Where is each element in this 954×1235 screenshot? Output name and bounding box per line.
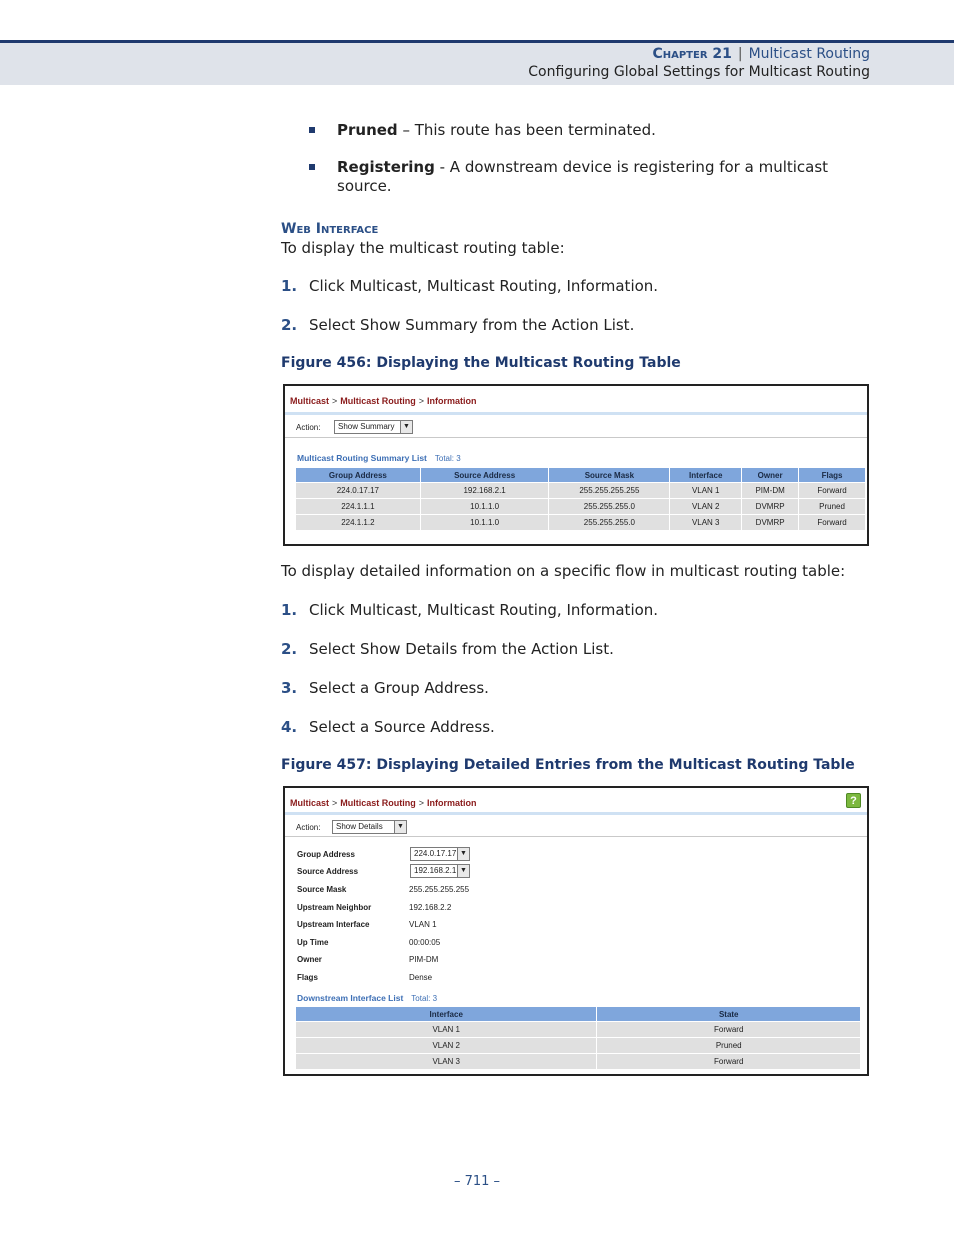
group-address-value: 224.0.17.17	[414, 849, 457, 858]
bullet-term: Pruned	[337, 121, 398, 139]
action-select-value: Show Details	[336, 822, 383, 831]
breadcrumb-separator: >	[332, 396, 338, 406]
table-row	[296, 1038, 861, 1054]
breadcrumb	[290, 798, 477, 808]
detail-label: Upstream Interface	[297, 920, 370, 929]
detail-label: Flags	[297, 973, 318, 982]
breadcrumb	[290, 396, 477, 406]
detail-value: 255.255.255.255	[409, 885, 470, 894]
detail-value: Dense	[409, 973, 433, 982]
action-select[interactable]	[334, 420, 413, 434]
action-label: Action:	[296, 423, 321, 432]
col-group-address: Group Address	[296, 468, 421, 483]
step-number: 4.	[281, 718, 298, 736]
bullet-pruned	[337, 121, 656, 140]
step-number: 3.	[281, 679, 298, 697]
step-text: Select a Source Address.	[309, 718, 495, 736]
step-text: Click Multicast, Multicast Routing, Information.	[309, 277, 659, 295]
col-flags: Flags	[799, 468, 866, 483]
detail-label: Source Mask	[297, 885, 347, 894]
breadcrumb-multicast-routing[interactable]: Multicast Routing	[340, 396, 416, 406]
divider	[285, 437, 867, 438]
cell: Forward	[799, 515, 866, 531]
cell: VLAN 1	[296, 1022, 597, 1038]
bullet-marker	[309, 164, 315, 170]
cell: Pruned	[799, 499, 866, 515]
header-separator: |	[737, 46, 743, 62]
figure-456-screenshot	[283, 384, 869, 546]
chevron-down-icon[interactable]: ▼	[400, 421, 412, 433]
bullet-text: – This route has been terminated.	[397, 121, 656, 139]
detail-value: VLAN 1	[409, 920, 437, 929]
breadcrumb-multicast-routing[interactable]: Multicast Routing	[340, 798, 416, 808]
breadcrumb-information[interactable]: Information	[427, 396, 477, 406]
cell: 10.1.1.0	[420, 515, 549, 531]
chevron-down-icon[interactable]: ▼	[457, 865, 469, 877]
group-address-label: Group Address	[297, 850, 355, 859]
step-number: 1.	[281, 601, 298, 619]
source-address-value: 192.168.2.1	[414, 866, 457, 875]
breadcrumb-multicast[interactable]: Multicast	[290, 396, 330, 406]
list-total: Total: 3	[411, 994, 438, 1003]
bullet-text-cont: source.	[337, 177, 392, 195]
detail-label: Up Time	[297, 938, 329, 947]
detail-value: 192.168.2.2	[409, 903, 452, 912]
detail-label: Owner	[297, 955, 322, 964]
table-header-row	[296, 468, 866, 483]
cell: Forward	[597, 1022, 861, 1038]
intro-paragraph-2: To display detailed information on a specific flow in multicast routing table:	[281, 562, 846, 580]
group-address-select[interactable]	[410, 847, 470, 861]
step-number: 2.	[281, 316, 298, 334]
running-header-section: Configuring Global Settings for Multicast Routing	[528, 64, 870, 80]
detail-value: PIM-DM	[409, 955, 439, 964]
summary-table	[295, 467, 866, 531]
step-number: 2.	[281, 640, 298, 658]
cell: Forward	[799, 483, 866, 499]
bullet-term: Registering	[337, 158, 435, 176]
breadcrumb-separator: >	[418, 798, 425, 808]
section-heading: Web Interface	[281, 221, 379, 237]
cell: VLAN 3	[670, 515, 742, 531]
bullet-registering	[337, 158, 828, 177]
col-state: State	[597, 1007, 861, 1022]
detail-label: Upstream Neighbor	[297, 903, 372, 912]
cell: 255.255.255.0	[549, 515, 670, 531]
cell: 224.1.1.1	[296, 499, 421, 515]
action-select-value: Show Summary	[338, 422, 395, 431]
table-row	[296, 483, 866, 499]
cell: 192.168.2.1	[420, 483, 549, 499]
table-row	[296, 1054, 861, 1070]
source-address-select[interactable]	[410, 864, 470, 878]
breadcrumb-rule	[285, 412, 867, 415]
cell: VLAN 2	[296, 1038, 597, 1054]
intro-paragraph: To display the multicast routing table:	[281, 239, 565, 257]
cell: 255.255.255.255	[549, 483, 670, 499]
help-icon[interactable]: ?	[846, 793, 861, 808]
cell: 10.1.1.0	[420, 499, 549, 515]
action-label: Action:	[296, 823, 321, 832]
col-interface: Interface	[670, 468, 742, 483]
list-title-text: Downstream Interface List	[297, 993, 404, 1003]
table-row	[296, 515, 866, 531]
cell: DVMRP	[742, 499, 799, 515]
col-source-address: Source Address	[420, 468, 549, 483]
cell: 224.0.17.17	[296, 483, 421, 499]
figure-457-screenshot	[283, 786, 869, 1076]
table-header-row	[296, 1007, 861, 1022]
page-number: – 711 –	[453, 1174, 501, 1189]
chapter-title: Multicast Routing	[748, 46, 870, 62]
step-number: 1.	[281, 277, 298, 295]
step-text: Select Show Summary from the Action List.	[309, 316, 635, 334]
breadcrumb-rule	[285, 812, 867, 815]
cell: 224.1.1.2	[296, 515, 421, 531]
breadcrumb-separator: >	[332, 798, 338, 808]
col-owner: Owner	[742, 468, 799, 483]
table-row	[296, 499, 866, 515]
list-title-text: Multicast Routing Summary List	[297, 453, 427, 463]
cell: Pruned	[597, 1038, 861, 1054]
col-source-mask: Source Mask	[549, 468, 670, 483]
action-select[interactable]	[332, 820, 407, 834]
detail-value: 00:00:05	[409, 938, 441, 947]
cell: VLAN 2	[670, 499, 742, 515]
figure-456-caption: Figure 456: Displaying the Multicast Routing Table	[281, 355, 681, 371]
cell: VLAN 3	[296, 1054, 597, 1070]
summary-list-title	[297, 453, 461, 463]
running-header-chapter	[652, 46, 870, 62]
cell: PIM-DM	[742, 483, 799, 499]
chapter-label: Chapter 21	[652, 46, 732, 62]
figure-457-caption: Figure 457: Displaying Detailed Entries from the Multicast Routing Table	[281, 757, 855, 773]
cell: 255.255.255.0	[549, 499, 670, 515]
downstream-table	[295, 1006, 861, 1070]
cell: DVMRP	[742, 515, 799, 531]
list-total: Total: 3	[434, 454, 461, 463]
bullet-text: - A downstream device is registering for a multicast	[434, 158, 829, 176]
table-row	[296, 1022, 861, 1038]
chevron-down-icon[interactable]: ▼	[394, 821, 406, 833]
breadcrumb-multicast[interactable]: Multicast	[290, 798, 330, 808]
cell: VLAN 1	[670, 483, 742, 499]
step-text: Click Multicast, Multicast Routing, Information.	[309, 601, 659, 619]
divider	[285, 836, 867, 837]
step-text: Select a Group Address.	[309, 679, 489, 697]
bullet-marker	[309, 127, 315, 133]
chevron-down-icon[interactable]: ▼	[457, 848, 469, 860]
col-interface: Interface	[296, 1007, 597, 1022]
cell: Forward	[597, 1054, 861, 1070]
step-text: Select Show Details from the Action List.	[309, 640, 614, 658]
breadcrumb-separator: >	[418, 396, 425, 406]
downstream-list-title	[297, 993, 437, 1003]
breadcrumb-information[interactable]: Information	[427, 798, 477, 808]
source-address-label: Source Address	[297, 867, 359, 876]
